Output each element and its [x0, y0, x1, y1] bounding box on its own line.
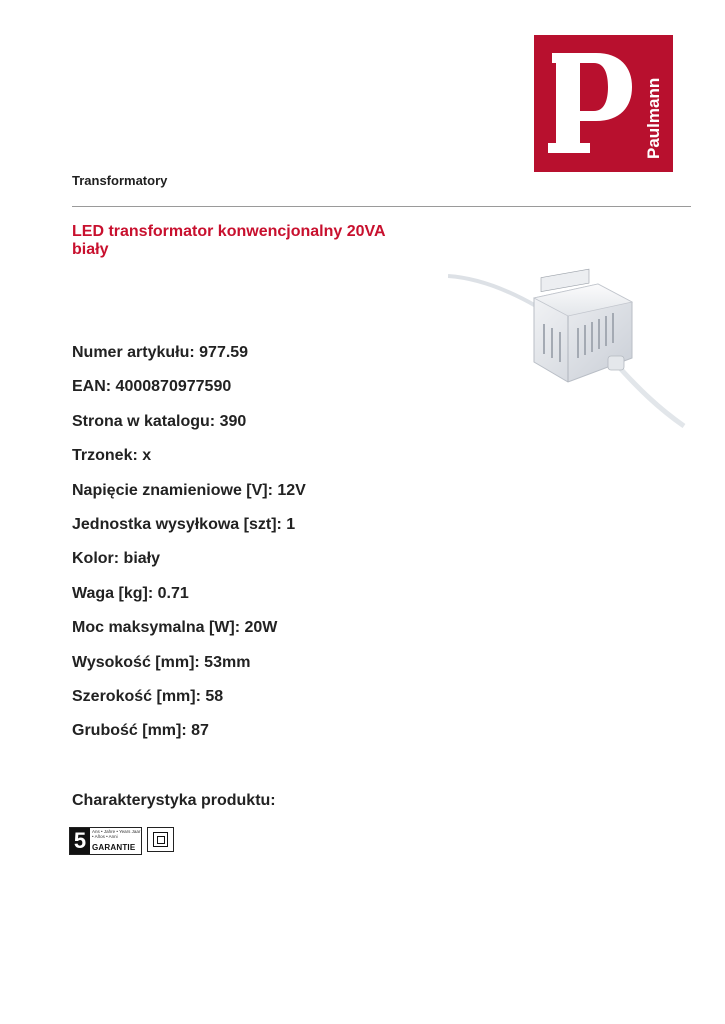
spec-rated-voltage: Napięcie znamieniowe [V]: 12V — [72, 482, 306, 499]
spec-width: Szerokość [mm]: 58 — [72, 688, 224, 705]
warranty-years-text: Ans • Jahre • Years Jaar • Años • Anni — [92, 829, 141, 839]
protection-class-ii-icon — [147, 827, 174, 852]
spec-max-power: Moc maksymalna [W]: 20W — [72, 619, 278, 636]
product-image — [448, 258, 688, 428]
warranty-label: GARANTIE — [92, 843, 136, 852]
spec-thickness: Grubość [mm]: 87 — [72, 722, 209, 739]
spec-ean: EAN: 4000870977590 — [72, 378, 232, 395]
spec-shipping-unit: Jednostka wysyłkowa [szt]: 1 — [72, 516, 296, 533]
category-label: Transformatory — [72, 173, 168, 188]
section-divider — [72, 206, 691, 207]
spec-catalog-page: Strona w katalogu: 390 — [72, 413, 247, 430]
product-title — [72, 223, 432, 259]
spec-weight: Waga [kg]: 0.71 — [72, 585, 189, 602]
spec-color: Kolor: biały — [72, 550, 161, 567]
product-title-line1: LED transformator konwencjonalny 20VA — [72, 223, 386, 240]
spec-article-number: Numer artykułu: 977.59 — [72, 344, 249, 361]
paulmann-logo — [534, 35, 673, 172]
spec-socket: Trzonek: x — [72, 447, 152, 464]
product-title-line2: biały — [72, 241, 109, 258]
spec-height: Wysokość [mm]: 53mm — [72, 654, 251, 671]
warranty-badge — [69, 827, 142, 855]
features-heading: Charakterystyka produktu: — [72, 792, 276, 809]
warranty-years-number: 5 — [70, 828, 90, 854]
svg-text:Paulmann: Paulmann — [644, 77, 663, 159]
